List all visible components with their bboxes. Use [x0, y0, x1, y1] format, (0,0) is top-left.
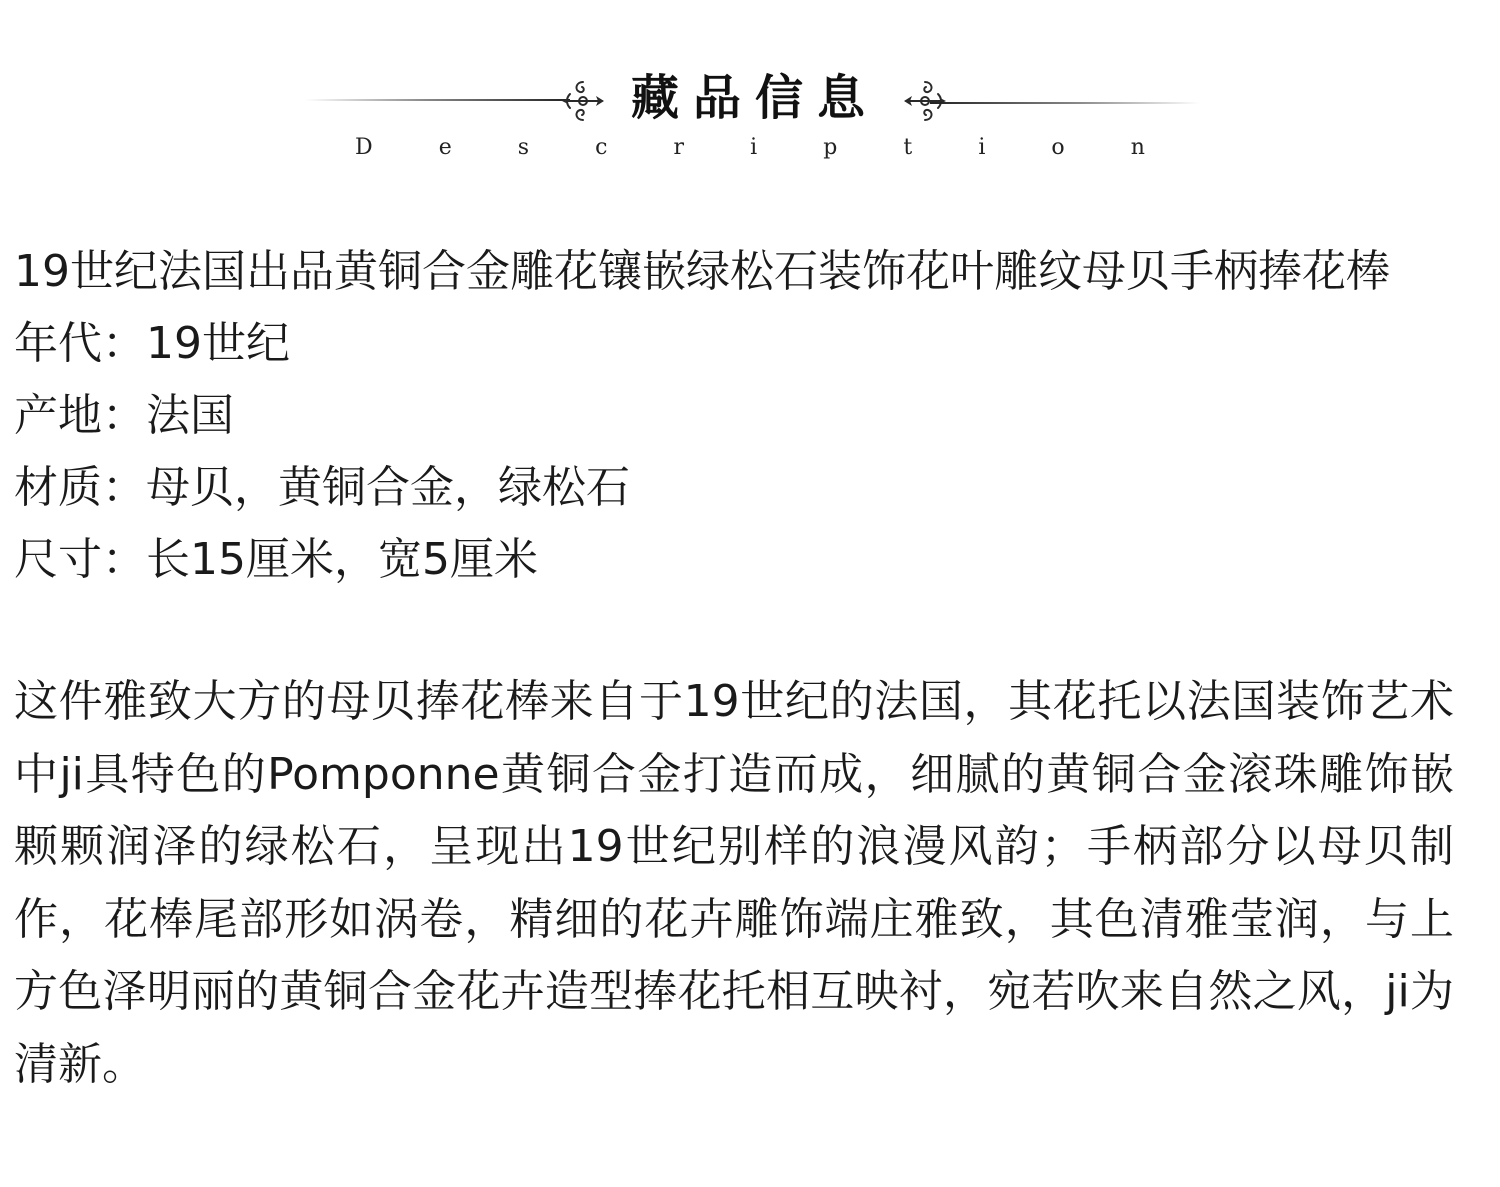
subtitle-letter: o — [1051, 135, 1065, 160]
section-subtitle — [355, 134, 1145, 162]
subtitle-letter: i — [750, 135, 758, 160]
flourish-ornament-left-icon — [556, 74, 610, 128]
subtitle-letter: t — [903, 135, 913, 160]
item-description: 这件雅致大方的母贝捧花棒来自于19世纪的法国，其花托以法国装饰艺术中ji具特色的Pomponne黄铜合金打造而成，细腻的黄铜合金滚珠雕饰嵌颗颗润泽的绿松石，呈现出19世纪别样的浪漫风韵；手柄部分以母贝制作，花棒尾部形如涡卷，精细的花卉雕饰端庄雅致，其色清雅莹润，与上方色泽明丽的黄铜合金花卉造型捧花托相互映衬，宛若吹来自然之风，ji为清新。 — [14, 676, 1454, 1090]
item-details — [14, 236, 1464, 1101]
item-origin: 产地：法国 — [14, 390, 234, 441]
decorative-rule-right — [930, 102, 1200, 104]
section-title: 藏品信息 — [630, 70, 879, 126]
subtitle-letter: i — [978, 135, 986, 160]
item-name: 19世纪法国出品黄铜合金雕花镶嵌绿松石装饰花叶雕纹母贝手柄捧花棒 — [14, 246, 1390, 297]
subtitle-letter: r — [673, 135, 685, 160]
subtitle-letter: s — [517, 135, 530, 160]
subtitle-letter: n — [1130, 135, 1145, 160]
subtitle-letter: e — [438, 135, 452, 160]
item-era: 年代：19世纪 — [14, 318, 290, 369]
item-material: 材质：母贝，黄铜合金，绿松石 — [14, 462, 630, 513]
subtitle-letter: p — [823, 135, 838, 160]
subtitle-letter: D — [355, 135, 373, 160]
paragraph-spacer — [14, 596, 1464, 666]
subtitle-letter: c — [595, 135, 608, 160]
section-header — [0, 0, 1500, 180]
item-size: 尺寸：长15厘米，宽5厘米 — [14, 534, 538, 585]
decorative-rule-left — [305, 99, 570, 101]
flourish-ornament-right-icon — [898, 74, 952, 128]
